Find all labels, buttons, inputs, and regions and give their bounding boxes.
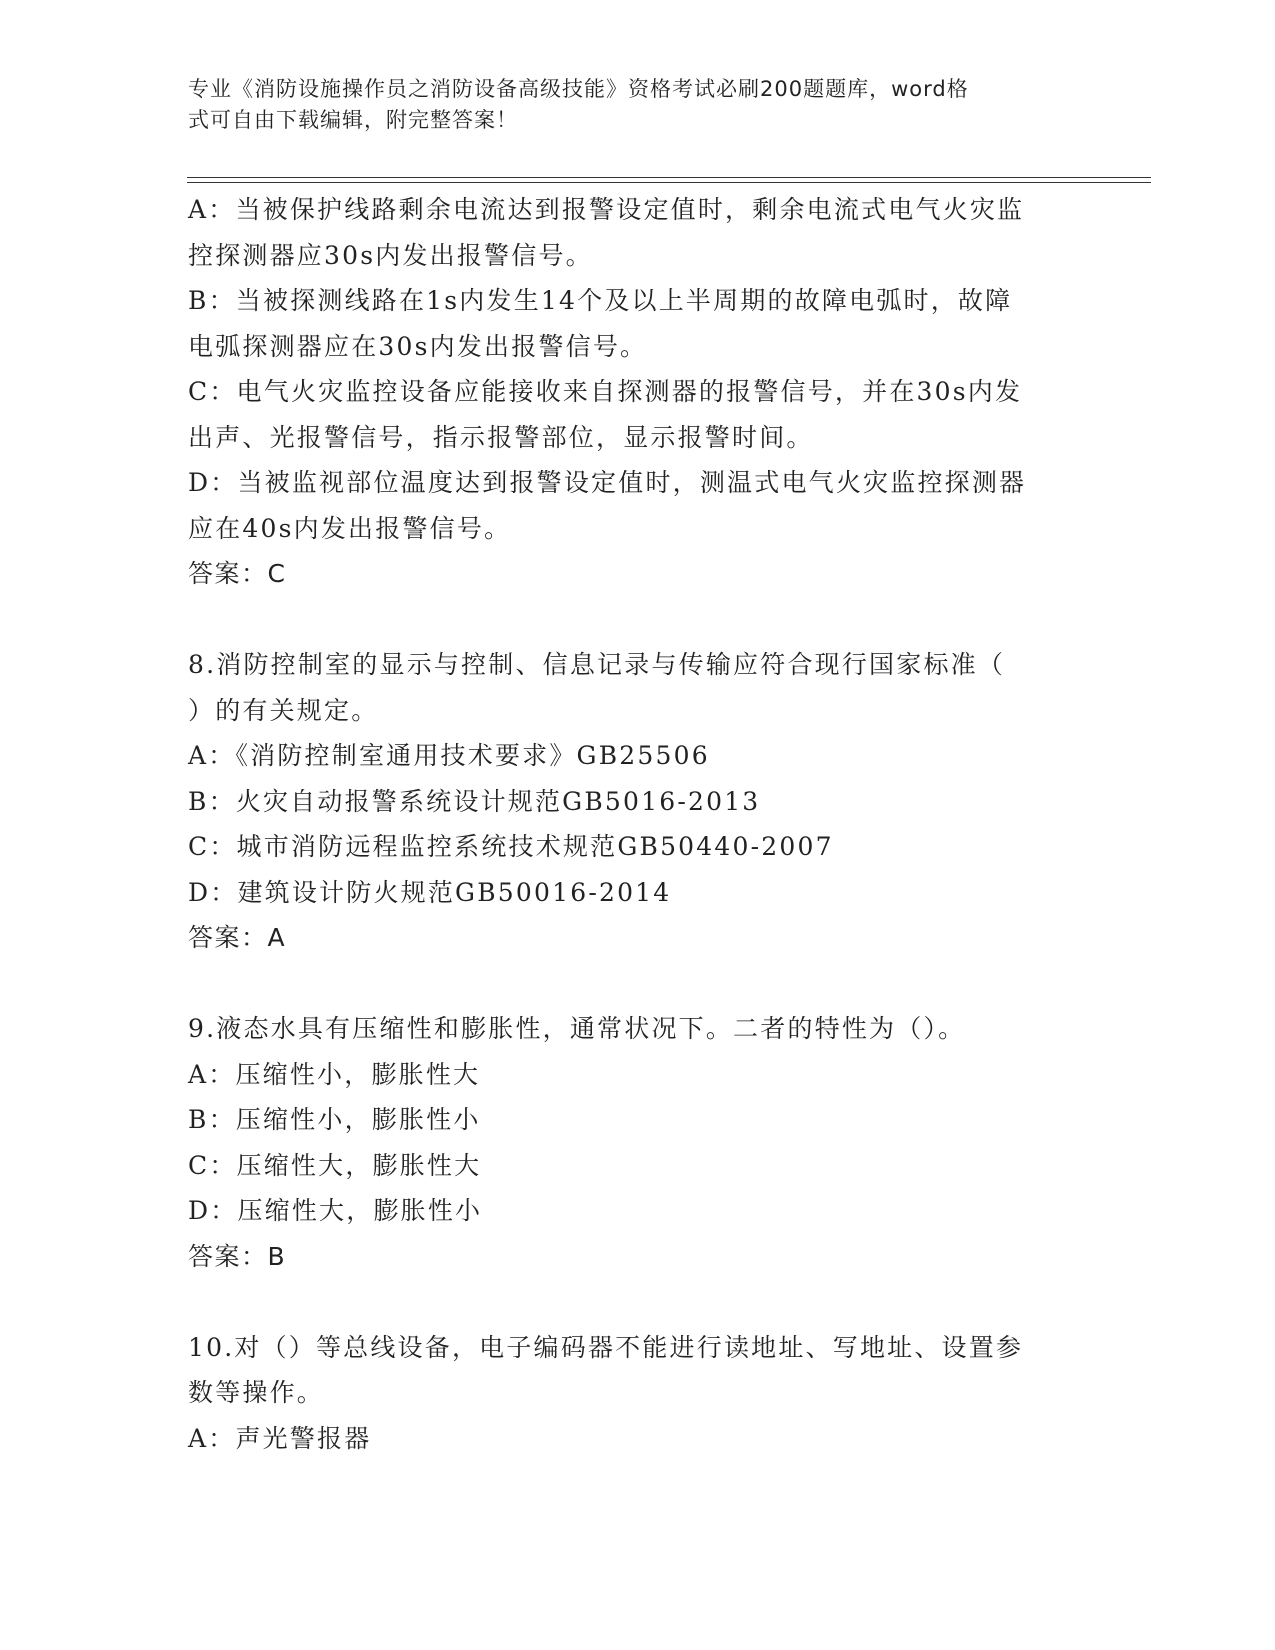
- q8-answer: 答案：A: [188, 923, 287, 952]
- q8-stem-line-1: 8.消防控制室的显示与控制、信息记录与传输应符合现行国家标准（: [188, 650, 1006, 679]
- q9-option-b: B：压缩性小，膨胀性小: [188, 1105, 481, 1134]
- q9-option-c: C：压缩性大，膨胀性大: [188, 1150, 482, 1180]
- header-rule-bottom: [187, 182, 1151, 183]
- header-line-2: 式可自由下载编辑，附完整答案！: [188, 108, 518, 132]
- q9-stem: 9.液态水具有压缩性和膨胀性，通常状况下。二者的特性为（）。: [188, 1014, 966, 1043]
- question-spacer: [188, 961, 1078, 1007]
- q7-option-c-line-1: C：电气火灾监控设备应能接收来自探测器的报警信号，并在30s内发: [188, 377, 1023, 406]
- q9-option-a: A：压缩性小，膨胀性大: [188, 1059, 481, 1089]
- q10-stem-line-1: 10.对（）等总线设备，电子编码器不能进行读地址、写地址、设置参: [188, 1332, 1024, 1362]
- q10-option-a: A：声光警报器: [188, 1423, 372, 1453]
- header-line-1: 专业《消防设施操作员之消防设备高级技能》资格考试必刷200题题库，word格: [188, 77, 969, 101]
- q7-option-d-line-2: 应在40s内发出报警信号。: [188, 513, 512, 543]
- question-7: [188, 187, 1078, 597]
- q9-answer: 答案：B: [188, 1241, 287, 1271]
- q7-option-c-line-2: 出声、光报警信号，指示报警部位，显示报警时间。: [188, 422, 814, 452]
- q8-option-c: C：城市消防远程监控系统技术规范GB50440-2007: [188, 832, 834, 861]
- question-spacer: [188, 597, 1078, 643]
- q7-option-b-line-1: B：当被探测线路在1s内发生14个及以上半周期的故障电弧时，故障: [188, 286, 1013, 315]
- q8-option-b: B：火灾自动报警系统设计规范GB5016-2013: [188, 786, 761, 816]
- header-rule-top: [187, 177, 1151, 178]
- question-9: [188, 1006, 1078, 1279]
- question-spacer: [188, 1279, 1078, 1325]
- q7-option-d-line-1: D：当被监视部位温度达到报警设定值时，测温式电气火灾监控探测器: [188, 468, 1027, 497]
- q10-stem-line-2: 数等操作。: [188, 1378, 325, 1407]
- document-body: [188, 187, 1078, 1461]
- q7-answer: 答案：C: [188, 559, 287, 588]
- q8-stem-line-2: ）的有关规定。: [188, 695, 379, 725]
- q8-option-d: D：建筑设计防火规范GB50016-2014: [188, 877, 672, 907]
- question-10: [188, 1325, 1078, 1462]
- page-header: [188, 74, 1068, 136]
- question-8: [188, 642, 1078, 961]
- q8-option-a: A：《消防控制室通用技术要求》GB25506: [188, 741, 710, 770]
- q7-option-b-line-2: 电弧探测器应在30s内发出报警信号。: [188, 331, 648, 361]
- q9-option-d: D：压缩性大，膨胀性小: [188, 1196, 483, 1225]
- q7-option-a-line-2: 控探测器应30s内发出报警信号。: [188, 240, 593, 270]
- q7-option-a-line-1: A：当被保护线路剩余电流达到报警设定值时，剩余电流式电气火灾监: [188, 195, 1025, 224]
